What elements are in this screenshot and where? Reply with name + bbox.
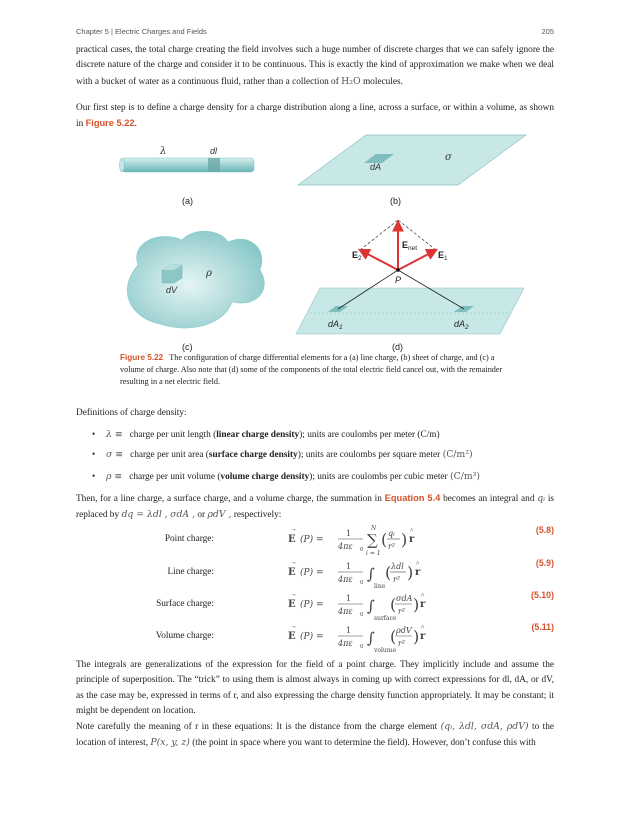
intro-paragraph [76,43,554,90]
definitions-title: Definitions of charge density: [76,408,187,418]
svg-text:ρdV: ρdV [396,626,412,635]
equation-point-charge: Point charge: E → (P) = 1 4πε 0 ∑ N i = 1 ( qᵢ r² ) r ^ (5.8) [164,525,554,557]
svg-text:4πε: 4πε [338,542,353,551]
chapter-header: Chapter 5 | Electric Charges and Fields [76,27,207,36]
integrals-paragraph: The integrals are generalizations of the expression for the field of a point charge. They implicitly include and assume the principle of superposition. The “trick” to using them is almost always in coming up with correct expressions for dl, dA, or dV, as the case may be, expressed in terms of r, and also expressing the charge density function appropriately. It may be constant; it might be dependent on location. [76,660,554,717]
dV-label: dV [166,285,178,295]
dA2-label: $dA_2$ [454,319,469,331]
svg-text:^: ^ [421,624,425,632]
definition-item: • ρ ≡ charge per unit volume (volume charge density); units are coulombs per cubic meter (C/m³) [92,471,481,482]
caption-label: Figure 5.22 [120,353,164,362]
svg-text:→: → [290,590,297,598]
equation-surface-charge: Surface charge: E → (P) = 1 4πε 0 ∫ surface ( σdA r² ) r ^ (5.10) [156,590,554,622]
label-c: (c) [182,342,193,352]
svg-text:E: E [288,534,296,545]
lambda-label: λ [160,146,167,157]
svg-text:(P) =: (P) = [300,632,324,642]
then-paragraph: Then, for a line charge, a surface charge, and a volume charge, the summation in Equation 5.4 becomes an integral and qᵢ is replaced by dq = λdl , σdA , or ρdV , respectively: [76,493,555,521]
equation-volume-charge: Volume charge: E → (P) = 1 4πε 0 ∫ volume ( ρdV r² ) r ^ (5.11) [155,622,554,654]
svg-text:E: E [288,599,296,610]
svg-text:(: ( [390,627,397,646]
svg-text:E: E [288,567,296,578]
P-label: P [395,275,402,285]
step-text: Our first step is to define a charge density for a charge distribution along a line, across a surface, or within a volume, as shown in [76,103,554,130]
svg-text:line: line [374,583,386,590]
svg-text:qᵢ: qᵢ [388,529,395,538]
svg-text:λdl: λdl [391,562,404,571]
svg-text:σdA: σdA [396,594,413,603]
svg-text:r²: r² [388,542,396,551]
figure-link[interactable]: Figure 5.22 [85,118,135,129]
svg-text:∫: ∫ [367,597,375,615]
svg-text:→: → [290,525,297,533]
svg-text:4πε: 4πε [338,639,353,648]
label-b: (b) [390,196,401,206]
note-paragraph: Note carefully the meaning of r in these equations: It is the distance from the charge element (qᵢ, λdl, σdA, ρdV) to the location of interest, P(x, y, z) (the point in space where you want to determine the field). However, don’t confuse this with [76,721,554,749]
svg-text:0: 0 [360,612,364,618]
volume-charge-figure [127,231,264,352]
svg-text:i = 1: i = 1 [366,550,381,557]
superposition-figure [296,220,524,352]
svg-text:→: → [290,622,297,630]
svg-text:∫: ∫ [367,565,375,583]
svg-text:surface: surface [374,615,397,622]
dA1-label: $dA_1$ [328,319,343,331]
svg-text:): ) [401,530,408,549]
svg-text:4πε: 4πε [338,575,353,584]
svg-text:1: 1 [346,562,352,571]
svg-text:r: r [420,599,426,610]
dA-label: dA [370,162,382,172]
dl-label: dl [210,146,218,156]
label-d: (d) [392,342,403,352]
figure-caption [120,352,510,388]
svg-text:1: 1 [346,626,352,635]
svg-text:(: ( [385,563,392,582]
line-charge-figure [120,146,255,206]
svg-text:r: r [420,631,426,642]
svg-text:(P) =: (P) = [300,535,324,545]
svg-text:→: → [290,558,297,566]
svg-text:): ) [413,595,420,614]
sheet-charge-figure [298,135,526,206]
intro-text: practical cases, the total charge creating the field involves such a huge number of discrete charges that we can safely ignore the discrete nature of the charge and consider it to be continuous. This is exactly the kind of approximation we make when we deal with a bucket of water as a continuous fluid, rather than a collection of [76,45,554,87]
svg-text:(P) =: (P) = [300,568,324,578]
rho-label: ρ [206,268,212,279]
svg-text:E: E [288,631,296,642]
svg-text:^: ^ [410,527,414,535]
svg-text:volume: volume [374,647,397,654]
svg-text:^: ^ [421,592,425,600]
svg-text:(P) =: (P) = [300,600,324,610]
equation-line-charge: Line charge: E → (P) = 1 4πε 0 ∫ line ( λdl r² ) r ^ (5.9) [167,558,554,590]
equation-link[interactable]: Equation 5.4 [384,493,441,503]
Enet-label: $E_{net}$ [402,240,418,252]
svg-text:r²: r² [398,639,406,648]
water-formula: H₂O [341,75,361,87]
label-a: (a) [182,196,193,206]
e2-vector [360,250,398,270]
svg-text:r: r [409,534,415,545]
figure-5-22 [100,130,530,352]
svg-text:^: ^ [416,560,420,568]
svg-text:∑: ∑ [367,531,378,549]
e1-vector [398,250,436,270]
svg-text:r²: r² [393,575,401,584]
svg-text:): ) [413,627,420,646]
svg-text:0: 0 [360,580,364,586]
step-paragraph: Our first step is to define a charge density for a charge distribution along a line, across a surface, or within a volume, as shown in Figure 5.22. [76,103,554,130]
svg-text:0: 0 [360,547,364,553]
definition-item: • σ ≡ charge per unit area (surface charge density); units are coulombs per square meter (C/m²) [92,449,473,460]
sigma-label: σ [445,152,452,163]
E1-label: $E_1$ [438,250,448,262]
svg-text:(: ( [390,595,397,614]
svg-text:): ) [407,563,414,582]
svg-text:1: 1 [346,594,352,603]
page-number: 205 [541,27,554,36]
svg-text:r: r [415,567,421,578]
svg-text:1: 1 [346,529,352,538]
svg-text:(: ( [381,530,388,549]
definition-item: • λ ≡ charge per unit length (linear charge density); units are coulombs per meter (C/m) [92,429,440,440]
svg-text:4πε: 4πε [338,607,353,616]
caption-text: The configuration of charge differential elements for a (a) line charge, (b) sheet of charge, and (c) a volume of charge. Also note that (d) some of the components of the total electric field cancel out, with the remainder resulting in a net electric field. [120,353,503,386]
svg-text:∫: ∫ [367,629,375,647]
svg-text:0: 0 [360,644,364,650]
intro-text-end: molecules. [362,76,403,87]
E2-label: $E_2$ [352,250,362,262]
svg-text:N: N [371,525,377,532]
svg-text:r²: r² [398,607,406,616]
